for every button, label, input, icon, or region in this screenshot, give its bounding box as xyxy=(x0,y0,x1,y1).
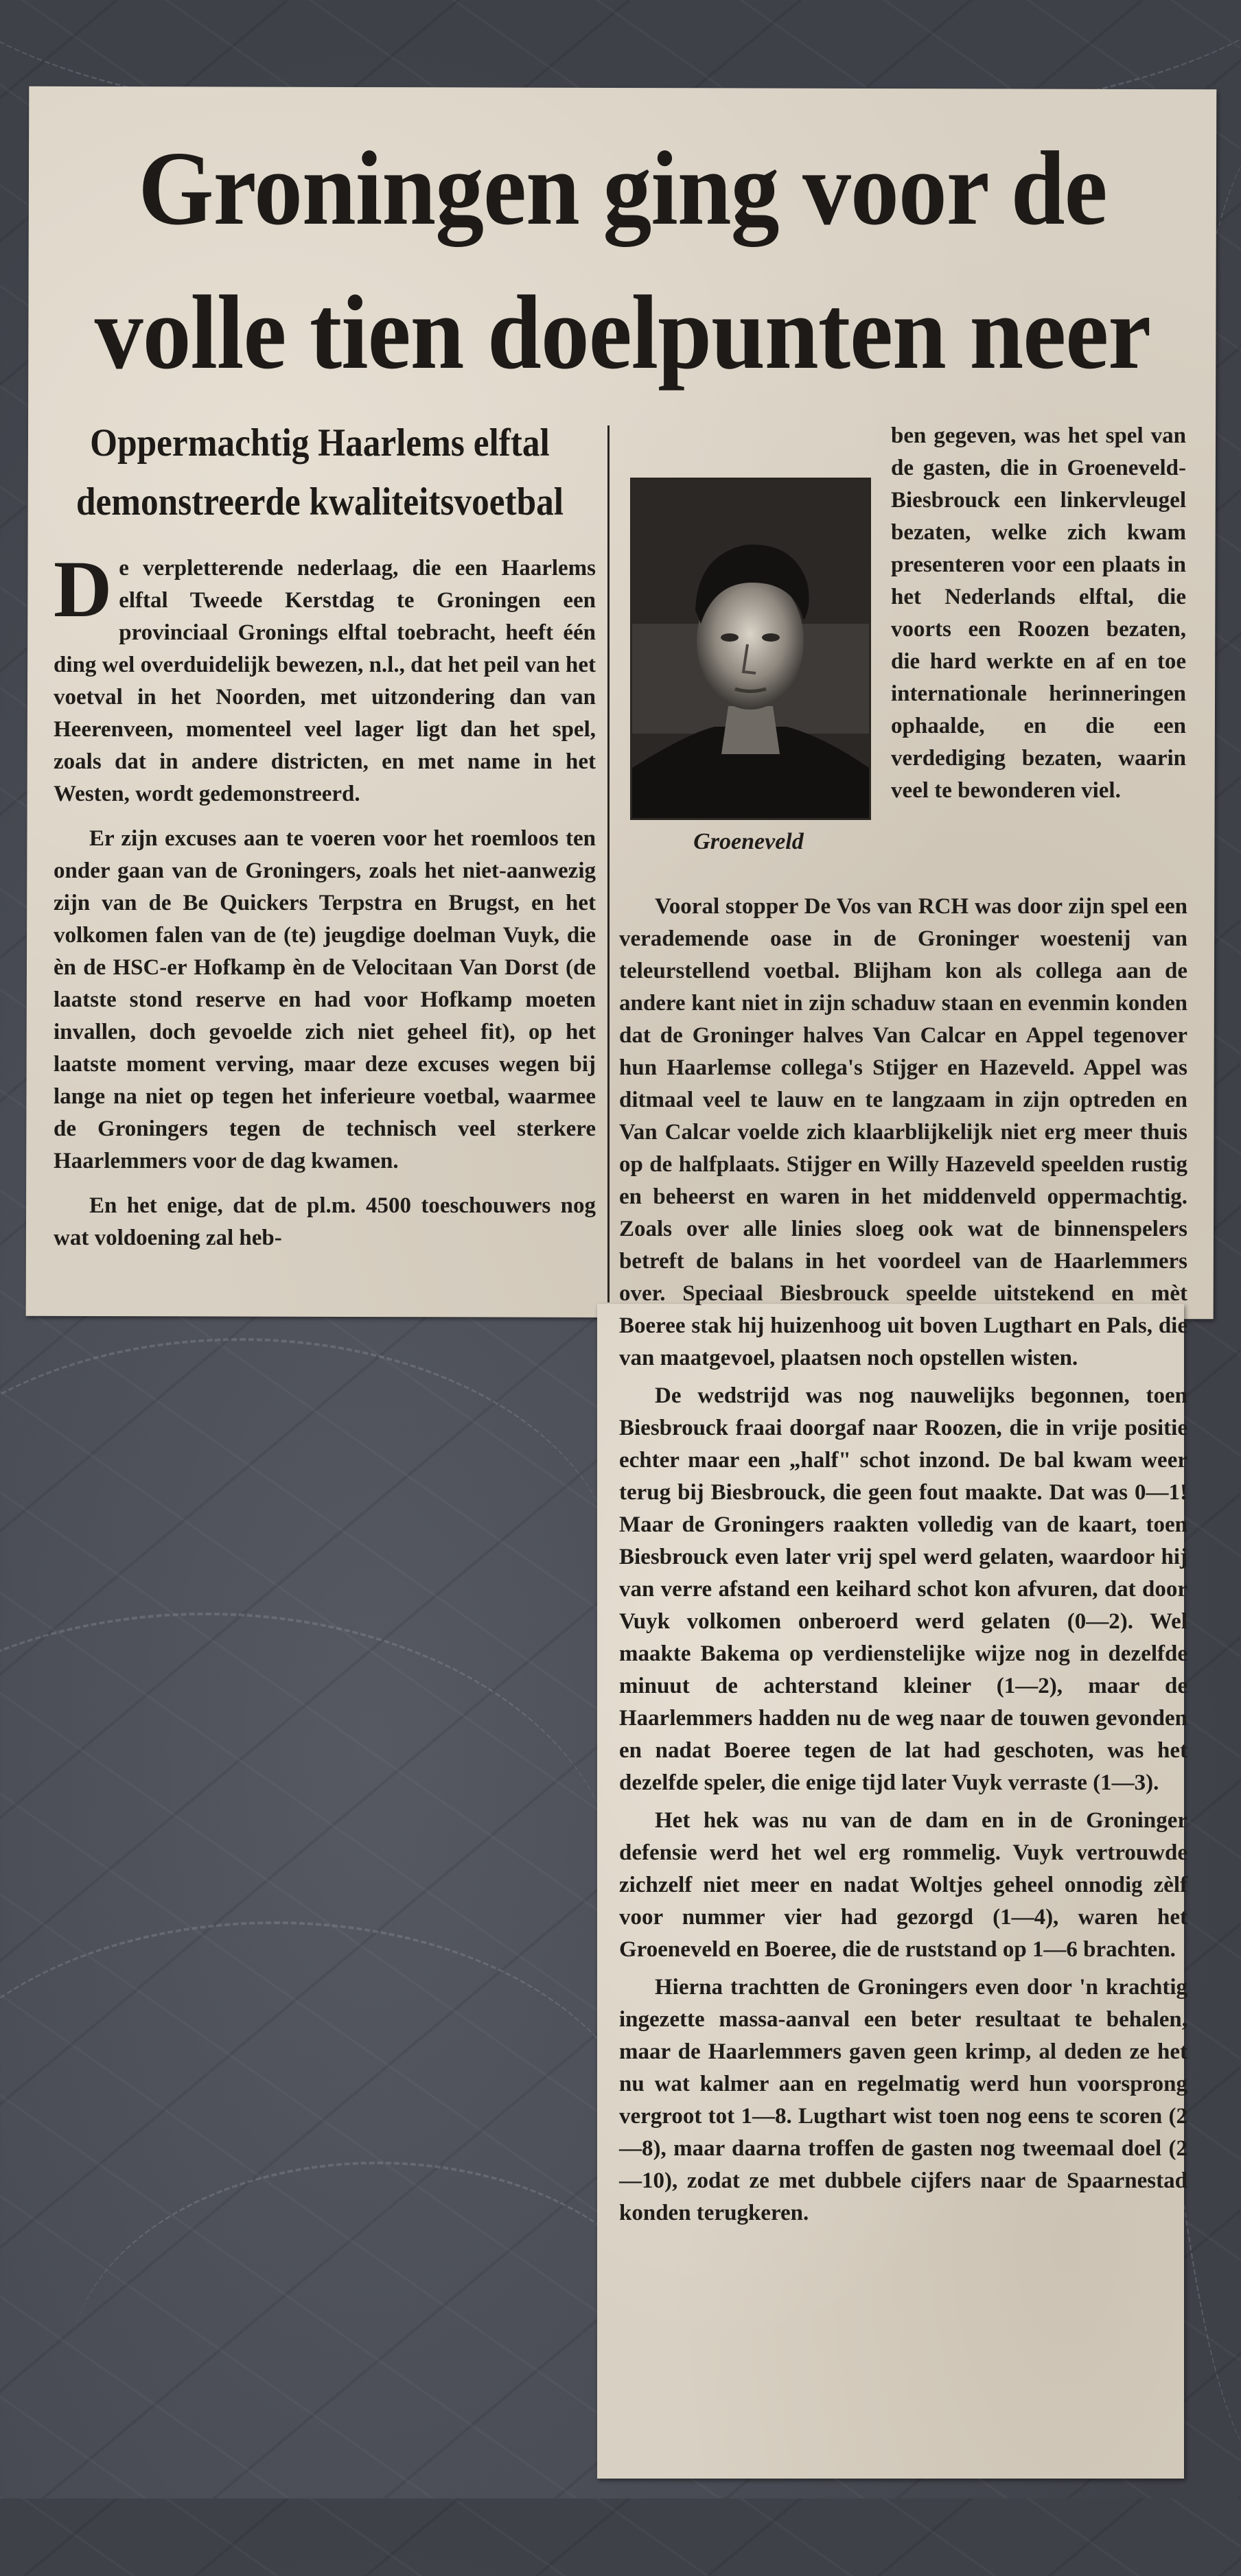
paragraph-intro-text: e verpletterende nederlaag, die een Haarlems elftal Tweede Kerstdag te Groningen een provinciaal Gronings elftal toebracht, heeft één ding wel overduidelijk bewezen, n.l., dat het peil van het voetval in het Noorden, met uitzondering dan van Heerenveen, momenteel veel lager ligt dan het spel, zoals dat in andere districten, en met name in het Westen, wordt gedemonstreerd. xyxy=(54,556,596,806)
paragraph-de-vos: Vooral stopper De Vos van RCH was door zijn spel een verademende oase in de Groninger woestenij van teleurstellend voetbal. Blijham kon als collega aan de andere kant niet in zijn schaduw staan en evenmin konden dat de Groninger halves Van Calcar en Appel tegenover hun Haarlemse collega's Stijger en Hazeveld. Appel was ditmaal veel te lauw en te langzaam in zijn optreden en Van Calcar voelde zich klaarblijkelijk niet erg meer thuis op de halfplaats. Stijger en Willy Hazeveld speelden rustig en beheerst en waren in het middenveld oppermachtig. Zoals over alle linies sloeg ook wat de binnenspelers betreft de balans in het voordeel van de Haarlemmers over. Speciaal Biesbrouck speelde uitstekend en mèt Boeree stak hij huizenhoog uit boven Lugthart en Pals, die van maatgevoel, plaatsen noch opstellen wisten. xyxy=(619,894,1187,1370)
subheadline-line-1: Oppermachtig Haarlems elftal xyxy=(90,421,550,465)
portrait-image xyxy=(632,480,869,818)
player-photo xyxy=(630,478,871,820)
paragraph-spectators-continued: ben gegeven, was het spel van de gasten, die in Groeneveld-Biesbrouck een linkervleugel bezaten, welke zich kwam presenteren voor een plaats in het Nederlands elftal, die voorts een Roozen bezaten, die hard werkte en af en toe internationale herinneringen ophaalde, en die een verdediging bezaten, waarin veel te bewonderen viel. xyxy=(891,423,1186,803)
column-right xyxy=(619,891,1187,2229)
subheadline-line-2: demonstreerde kwaliteitsvoetbal xyxy=(76,480,564,524)
drop-cap: D xyxy=(54,544,113,634)
column-divider xyxy=(607,425,610,1302)
photo-caption: Groeneveld xyxy=(693,829,804,854)
headline-line-1: Groningen ging voor de xyxy=(138,130,1107,247)
fabric-stitch xyxy=(69,2162,686,2576)
paragraph-spectators: En het enige, dat de pl.m. 4500 toeschouwers nog wat voldoening zal heb- xyxy=(54,1193,596,1250)
headline-line-2: volle tien doelpunten neer xyxy=(94,274,1151,391)
column-right-top xyxy=(891,420,1186,807)
paragraph-intro xyxy=(54,544,596,810)
column-left xyxy=(54,544,596,1254)
paragraph-defense: Het hek was nu van de dam en in de Groninger defensie werd het wel erg rommelig. Vuyk vertrouwde zichzelf niet meer en nadat Woltjes geheel onnodig zèlf voor nummer vier had gezorgd (1—4), waren het Groeneveld en Boeree, die de ruststand op 1—6 brachten. xyxy=(619,1808,1187,1962)
paragraph-excuses: Er zijn excuses aan te voeren voor het roemloos ten onder gaan van de Groningers, zoals het niet-aanwezig zijn van de Be Quickers Terpstra en Brugst, en het volkomen falen van de (te) jeugdige doelman Vuyk, die èn de HSC-er Hofkamp èn de Velocitaan Van Dorst (de laatste stond reserve en had voor Hofkamp moeten invallen, doch gevoelde zich niet geheel fit), op het laatste moment verving, maar deze excuses wegen bij lange na niet op tegen het inferieure voetbal, waarmee de Groningers tegen de technisch veel sterkere Haarlemmers voor de dag kwamen. xyxy=(54,826,596,1173)
paragraph-second-half: Hierna trachtten de Groningers even door 'n krachtig ingezette massa-aanval een beter resultaat te behalen, maar de Haarlemmers gaven geen krimp, al deden ze het nu wat kalmer aan en regelmatig werd hun voorsprong vergroot tot 1—8. Lugthart wist toen nog eens te scoren (2—8), maar daarna troffen de gasten nog tweemaal doel (2—10), zodat ze met dubbele cijfers naar de Spaarnestad konden terugkeren. xyxy=(619,1975,1187,2225)
paragraph-first-goals: De wedstrijd was nog nauwelijks begonnen, toen Biesbrouck fraai doorgaf naar Roozen, die in vrije positie echter maar een „half" schot inzond. De bal kwam weer terug bij Biesbrouck, die geen fout maakte. Dat was 0—1! Maar de Groningers raakten volledig van de kaart, toen Biesbrouck even later vrij spel werd gelaten, waardoor hij van verre afstand een keihard schot kon afvuren, dat door Vuyk volkomen onberoerd werd gelaten (0—2). Wel maakte Bakema op verdienstelijke wijze nog in dezelfde minuut de achterstand kleiner (1—2), maar de Haarlemmers hadden nu de weg naar de touwen gevonden en nadat Boeree tegen de lat had geschoten, was het dezelfde speler, die enige tijd later Vuyk verraste (1—3). xyxy=(619,1383,1187,1795)
